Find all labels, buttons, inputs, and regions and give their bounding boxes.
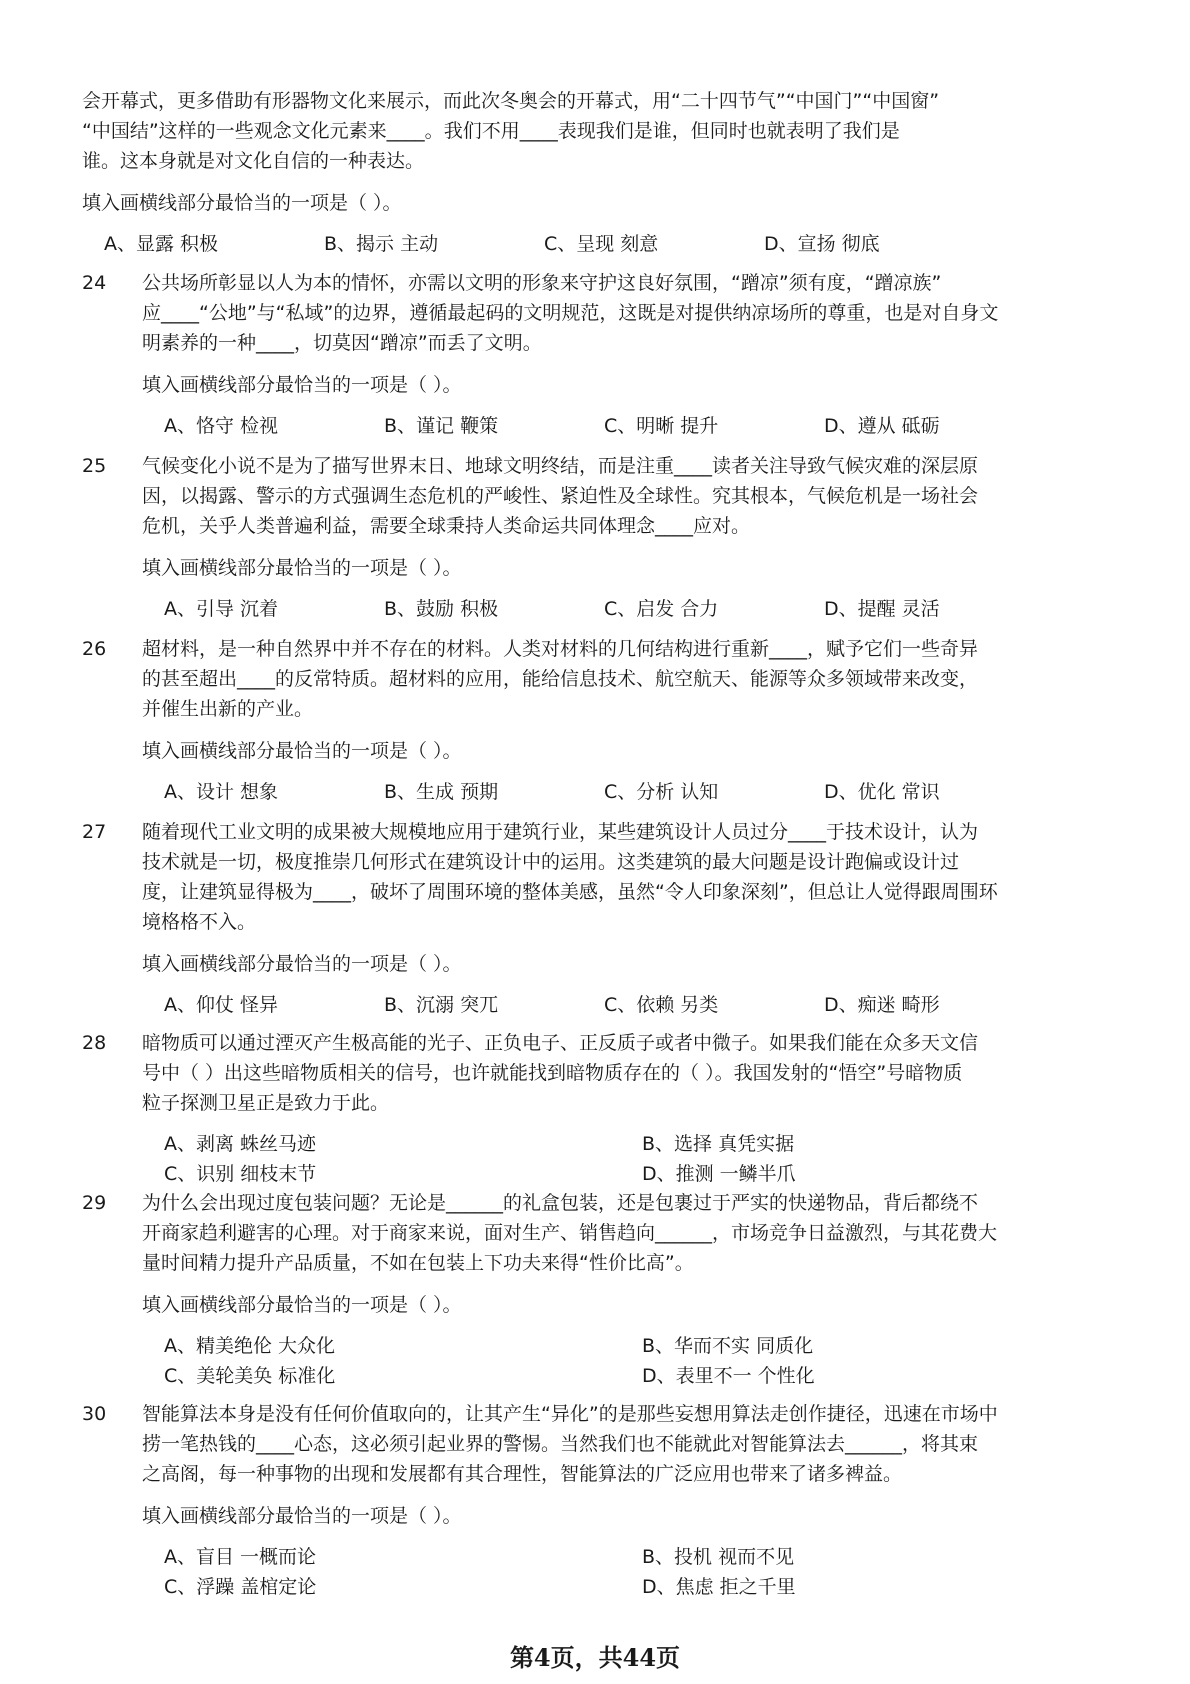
question-prompt: 填入画横线部分最恰当的一项是（ ）。	[142, 374, 462, 396]
question-number: 30	[82, 1403, 107, 1425]
paragraph-line: 的甚至超出____的反常特质。超材料的应用，能给信息技术、航空航天、能源等众多领域带来改变，	[142, 668, 979, 690]
question-prompt: 填入画横线部分最恰当的一项是（ ）。	[142, 1294, 462, 1316]
option-d: D、遵从 砥砺	[824, 415, 940, 437]
question-body	[142, 1188, 1102, 1391]
paragraph-line: 气候变化小说不是为了描写世界末日、地球文明终结，而是注重____读者关注导致气候灾难的深层原	[142, 455, 979, 477]
options-grid	[142, 1331, 1102, 1391]
question-prompt: 填入画横线部分最恰当的一项是（ ）。	[142, 740, 462, 762]
paragraph-line: 会开幕式，更多借助有形器物文化来展示，而此次冬奥会的开幕式，用“二十四节气”“中国门”“中国窗”	[82, 90, 940, 112]
option-b: B、选择 真凭实据	[642, 1133, 795, 1155]
paragraph-line: 度，让建筑显得极为____，破坏了周围环境的整体美感，虽然“令人印象深刻”，但总让人觉得跟周围环	[142, 881, 998, 903]
option-d: D、优化 常识	[824, 781, 940, 803]
option-b: B、投机 视而不见	[642, 1546, 795, 1568]
paragraph-line: 境格格不入。	[142, 911, 257, 933]
question-number: 28	[82, 1032, 107, 1054]
option-c: C、分析 认知	[604, 781, 719, 803]
options-grid	[142, 1542, 1102, 1602]
options-row	[142, 594, 1102, 624]
option-c: C、明晰 提升	[604, 415, 719, 437]
option-c: C、识别 细枝末节	[164, 1163, 317, 1185]
paragraph-line: 之高阁，每一种事物的出现和发展都有其合理性，智能算法的广泛应用也带来了诸多裨益。	[142, 1463, 903, 1485]
option-d: D、宣扬 彻底	[764, 233, 880, 255]
options-row	[142, 990, 1102, 1020]
paragraph-line: “中国结”这样的一些观念文化元素来____。我们不用____表现我们是谁，但同时也就表明了我们是	[82, 120, 900, 142]
paragraph-line: 明素养的一种____，切莫因“蹭凉”而丢了文明。	[142, 332, 542, 354]
question-body	[142, 1028, 1102, 1189]
question-prompt: 填入画横线部分最恰当的一项是（ ）。	[82, 192, 402, 214]
question-body	[142, 451, 1102, 624]
option-b: B、揭示 主动	[324, 233, 439, 255]
paragraph-line: 暗物质可以通过湮灭产生极高能的光子、正负电子、正反质子或者中微子。如果我们能在众多天文信	[142, 1032, 979, 1054]
option-d: D、推测 一鳞半爪	[642, 1163, 796, 1185]
option-a: A、盲目 一概而论	[164, 1546, 317, 1568]
paragraph-line: 超材料，是一种自然界中并不存在的材料。人类对材料的几何结构进行重新____，赋予它们一些奇异	[142, 638, 979, 660]
option-b: B、沉溺 突兀	[384, 994, 499, 1016]
page-number-footer: 第4页，共44页	[509, 1643, 681, 1672]
option-b: B、生成 预期	[384, 781, 499, 803]
question-body	[142, 1399, 1102, 1602]
paragraph-line: 粒子探测卫星正是致力于此。	[142, 1092, 390, 1114]
option-d: D、痴迷 畸形	[824, 994, 940, 1016]
option-d: D、焦虑 拒之千里	[642, 1576, 796, 1598]
paragraph-line: 开商家趋利避害的心理。对于商家来说，面对生产、销售趋向______，市场竞争日益激烈，与其花费大	[142, 1222, 998, 1244]
option-a: A、恪守 检视	[164, 415, 279, 437]
question-body	[142, 268, 1102, 441]
options-row	[142, 411, 1102, 441]
question-prompt: 填入画横线部分最恰当的一项是（ ）。	[142, 1505, 462, 1527]
question-number: 27	[82, 821, 107, 843]
options-grid	[142, 1129, 1102, 1189]
option-b: B、华而不实 同质化	[642, 1335, 814, 1357]
question-23-continuation	[82, 86, 1102, 259]
question-prompt: 填入画横线部分最恰当的一项是（ ）。	[142, 953, 462, 975]
option-a: A、显露 积极	[104, 233, 219, 255]
paragraph-line: 危机，关乎人类普遍利益，需要全球秉持人类命运共同体理念____应对。	[142, 515, 751, 537]
option-c: C、呈现 刻意	[544, 233, 659, 255]
option-c: C、美轮美奂 标准化	[164, 1365, 336, 1387]
option-a: A、仰仗 怪异	[164, 994, 279, 1016]
question-body	[142, 634, 1102, 807]
paragraph-line: 随着现代工业文明的成果被大规模地应用于建筑行业，某些建筑设计人员过分____于技术设计，认为	[142, 821, 979, 843]
option-d: D、提醒 灵活	[824, 598, 940, 620]
paragraph-line: 量时间精力提升产品质量，不如在包装上下功夫来得“性价比高”。	[142, 1252, 694, 1274]
paragraph-line: 号中（ ）出这些暗物质相关的信号，也许就能找到暗物质存在的（ ）。我国发射的“悟空”号暗物质	[142, 1062, 963, 1084]
paragraph-line: 因，以揭露、警示的方式强调生态危机的严峻性、紧迫性及全球性。究其根本，气候危机是一场社会	[142, 485, 979, 507]
question-number: 29	[82, 1192, 107, 1214]
paragraph-line: 公共场所彰显以人为本的情怀，亦需以文明的形象来守护这良好氛围，“蹭凉”须有度，“蹭凉族”	[142, 272, 942, 294]
paragraph-line: 智能算法本身是没有任何价值取向的，让其产生“异化”的是那些妄想用算法走创作捷径，迅速在市场中	[142, 1403, 998, 1425]
option-a: A、引导 沉着	[164, 598, 279, 620]
paragraph-line: 应____“公地”与“私域”的边界，遵循最起码的文明规范，这既是对提供纳凉场所的尊重，也是对自身文	[142, 302, 999, 324]
option-a: A、设计 想象	[164, 781, 279, 803]
paragraph-line: 技术就是一切，极度推崇几何形式在建筑设计中的运用。这类建筑的最大问题是设计跑偏或设计过	[142, 851, 960, 873]
paragraph-line: 为什么会出现过度包装问题？无论是______的礼盒包装，还是包裹过于严实的快递物品，背后都绕不	[142, 1192, 979, 1214]
options-row	[142, 777, 1102, 807]
paragraph-line: 并催生出新的产业。	[142, 698, 314, 720]
option-d: D、表里不一 个性化	[642, 1365, 815, 1387]
option-c: C、浮躁 盖棺定论	[164, 1576, 317, 1598]
paragraph-line: 捞一笔热钱的____心态，这必须引起业界的警惕。当然我们也不能就此对智能算法去______，将其束	[142, 1433, 979, 1455]
options-row	[82, 229, 1102, 259]
question-body	[142, 817, 1102, 1020]
option-a: A、精美绝伦 大众化	[164, 1335, 336, 1357]
paragraph-line: 谁。这本身就是对文化自信的一种表达。	[82, 150, 425, 172]
question-number: 25	[82, 455, 107, 477]
question-number: 24	[82, 272, 107, 294]
option-c: C、启发 合力	[604, 598, 719, 620]
question-prompt: 填入画横线部分最恰当的一项是（ ）。	[142, 557, 462, 579]
option-b: B、鼓励 积极	[384, 598, 499, 620]
option-c: C、依赖 另类	[604, 994, 719, 1016]
option-a: A、剥离 蛛丝马迹	[164, 1133, 317, 1155]
question-number: 26	[82, 638, 107, 660]
option-b: B、谨记 鞭策	[384, 415, 499, 437]
